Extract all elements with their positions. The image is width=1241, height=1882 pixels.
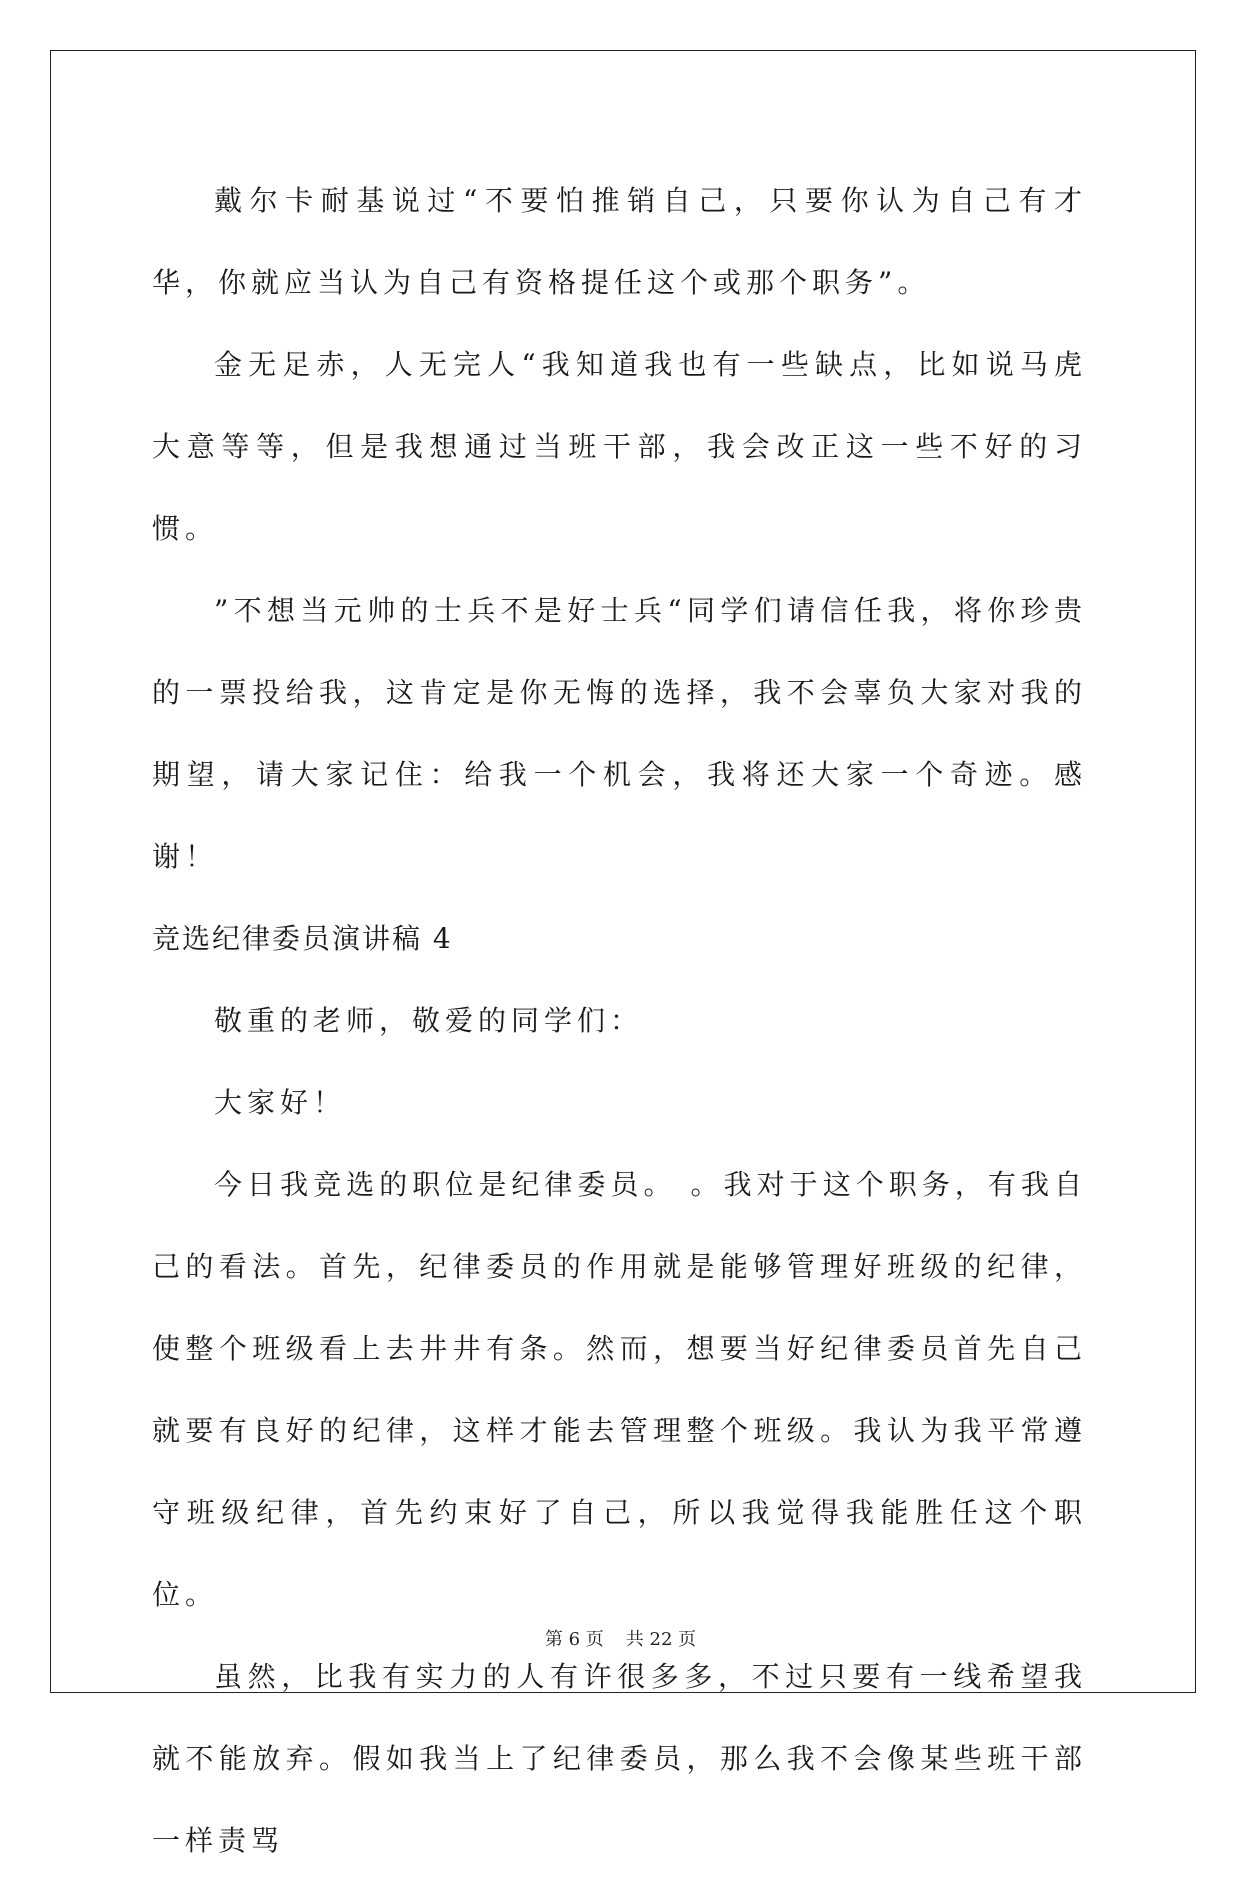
paragraph: 大家好！ xyxy=(214,1086,347,1119)
page-number: 第 6 页 xyxy=(544,1629,604,1650)
page-footer xyxy=(0,1625,1241,1651)
paragraph: ”不想当元帅的士兵不是好士兵“同学们请信任我，将你珍贵的一票投给我，这肯定是你无悔的选择，我不会辜负大家对我的期望，请大家记住：给我一个机会，我将还大家一个奇迹。感谢！ xyxy=(152,594,1087,873)
paragraph: 虽然，比我有实力的人有许很多多，不过只要有一线希望我就不能放弃。假如我当上了纪律委员，那么我不会像某些班干部一样责骂 xyxy=(152,1660,1087,1857)
section-title: 竞选纪律委员演讲稿 4 xyxy=(152,922,453,955)
paragraph: 敬重的老师，敬爱的同学们： xyxy=(214,1004,644,1037)
document-body xyxy=(152,160,1087,1882)
paragraph: 金无足赤，人无完人“我知道我也有一些缺点，比如说马虎大意等等，但是我想通过当班干部，我会改正这一些不好的习惯。 xyxy=(152,348,1087,545)
page-total: 共 22 页 xyxy=(625,1629,697,1650)
paragraph: 戴尔卡耐基说过“不要怕推销自己，只要你认为自己有才华，你就应当认为自己有资格提任这个或那个职务”。 xyxy=(152,184,1087,299)
paragraph: 今日我竞选的职位是纪律委员。 。我对于这个职务，有我自己的看法。首先，纪律委员的作用就是能够管理好班级的纪律，使整个班级看上去井井有条。然而，想要当好纪律委员首先自己就要有良好的纪律，这样才能去管理整个班级。我认为我平常遵守班级纪律，首先约束好了自己，所以我觉得我能胜任这个职位。 xyxy=(152,1168,1087,1611)
